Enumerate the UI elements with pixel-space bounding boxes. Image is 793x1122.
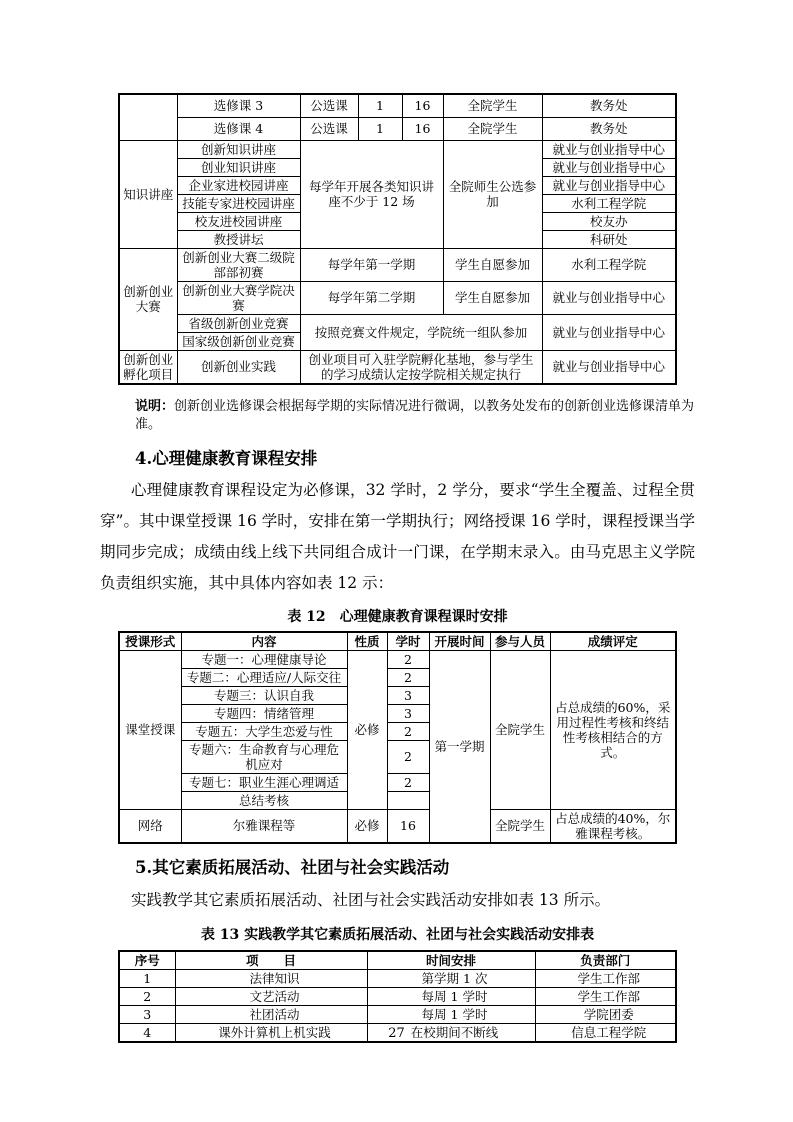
category-cell: 创新创业大赛 bbox=[119, 248, 177, 350]
table-row bbox=[119, 969, 676, 987]
incubation-desc-cell: 创业项目可入驻学院孵化基地，参与学生的学习成绩认定按学院相关规定执行 bbox=[300, 350, 542, 384]
dept-cell: 科研处 bbox=[542, 230, 676, 248]
competition-name-cell: 创新创业大赛二级院部部初赛 bbox=[177, 248, 300, 281]
no-cell: 3 bbox=[119, 1005, 175, 1023]
hours-cell: 3 bbox=[387, 686, 429, 704]
hours-cell: 16 bbox=[402, 94, 443, 117]
course-type-cell: 公选课 bbox=[300, 94, 358, 117]
time-cell: 第学期 1 次 bbox=[367, 969, 535, 987]
course-type-cell: 公选课 bbox=[300, 117, 358, 140]
curriculum-table-continued bbox=[118, 93, 677, 385]
table-row bbox=[119, 117, 676, 140]
item-cell: 法律知识 bbox=[175, 969, 367, 987]
no-cell: 1 bbox=[119, 969, 175, 987]
table-row bbox=[119, 650, 676, 668]
hours-cell: 16 bbox=[402, 117, 443, 140]
competition-name-cell: 创新创业大赛学院决赛 bbox=[177, 281, 300, 314]
participants-cell: 全院学生 bbox=[443, 94, 542, 117]
time-cell: 每周 1 学时 bbox=[367, 1005, 535, 1023]
competition-time-cell: 每学年第二学期 bbox=[300, 281, 443, 314]
dept-cell: 教务处 bbox=[542, 117, 676, 140]
nature-cell: 必修 bbox=[347, 650, 387, 809]
nature-cell: 必修 bbox=[347, 809, 387, 843]
hours-cell: 2 bbox=[387, 773, 429, 791]
table-12 bbox=[118, 631, 677, 844]
table-row bbox=[119, 281, 676, 314]
category-cell: 知识讲座 bbox=[119, 140, 177, 248]
lecture-item-cell: 创新知识讲座 bbox=[177, 140, 300, 158]
table-row bbox=[119, 94, 676, 117]
dept-cell: 校友办 bbox=[542, 212, 676, 230]
competition-time-cell: 每学年第一学期 bbox=[300, 248, 443, 281]
header-item: 项 目 bbox=[175, 951, 367, 970]
no-cell: 2 bbox=[119, 987, 175, 1005]
dept-cell: 就业与创业指导中心 bbox=[542, 314, 676, 350]
header-no: 序号 bbox=[119, 951, 175, 970]
item-cell: 文艺活动 bbox=[175, 987, 367, 1005]
summary-cell: 总结考核 bbox=[181, 791, 347, 809]
competition-name-cell: 省级创新创业竞赛 bbox=[177, 314, 300, 332]
competition-rule-cell: 按照竞赛文件规定，学院统一组队参加 bbox=[300, 314, 542, 350]
dept-cell: 学生工作部 bbox=[535, 987, 676, 1005]
dept-cell: 信息工程学院 bbox=[535, 1023, 676, 1042]
form-cell: 网络 bbox=[119, 809, 181, 843]
content-cell: 尔雅课程等 bbox=[181, 809, 347, 843]
topic-cell: 专题六：生命教育与心理危机应对 bbox=[181, 740, 347, 773]
topic-cell: 专题七：职业生涯心理调适 bbox=[181, 773, 347, 791]
header-nature: 性质 bbox=[347, 632, 387, 651]
category-cell: 创新创业孵化项目 bbox=[119, 350, 177, 384]
dept-cell: 就业与创业指导中心 bbox=[542, 176, 676, 194]
header-form: 授课形式 bbox=[119, 632, 181, 651]
participants-cell: 全院学生 bbox=[490, 809, 550, 843]
dept-cell: 水利工程学院 bbox=[542, 194, 676, 212]
lecture-item-cell: 教授讲坛 bbox=[177, 230, 300, 248]
dept-cell: 就业与创业指导中心 bbox=[542, 158, 676, 176]
table-row bbox=[119, 809, 676, 843]
topic-cell: 专题四：情绪管理 bbox=[181, 704, 347, 722]
participants-cell: 全院学生 bbox=[443, 117, 542, 140]
table-row bbox=[119, 314, 676, 332]
note bbox=[135, 398, 695, 434]
note-label: 说明： bbox=[135, 398, 175, 414]
dept-cell: 就业与创业指导中心 bbox=[542, 350, 676, 384]
dept-cell: 学院团委 bbox=[535, 1005, 676, 1023]
form-cell: 课堂授课 bbox=[119, 650, 181, 809]
header-time: 时间安排 bbox=[367, 951, 535, 970]
page-content bbox=[100, 93, 695, 1043]
grading-cell: 占总成绩的40%，尔雅课程考核。 bbox=[550, 809, 676, 843]
lecture-item-cell: 校友进校园讲座 bbox=[177, 212, 300, 230]
dept-cell: 教务处 bbox=[542, 94, 676, 117]
dept-cell: 水利工程学院 bbox=[542, 248, 676, 281]
topic-cell: 专题一：心理健康导论 bbox=[181, 650, 347, 668]
item-cell: 课外计算机上机实践 bbox=[175, 1023, 367, 1042]
table-12-caption: 表 12 心理健康教育课程课时安排 bbox=[287, 608, 508, 625]
table-row bbox=[119, 140, 676, 158]
topic-cell: 专题三：认识自我 bbox=[181, 686, 347, 704]
section-4-heading: 4.心理健康教育课程安排 bbox=[135, 448, 318, 468]
dept-cell: 就业与创业指导中心 bbox=[542, 140, 676, 158]
item-cell: 社团活动 bbox=[175, 1005, 367, 1023]
time-cell: 每周 1 学时 bbox=[367, 987, 535, 1005]
hours-cell-empty bbox=[387, 791, 429, 809]
lecture-item-cell: 创业知识讲座 bbox=[177, 158, 300, 176]
course-name-cell: 选修课 4 bbox=[177, 117, 300, 140]
grading-cell: 占总成绩的60%，采用过程性考核和终结性考核相结合的方式。 bbox=[550, 650, 676, 809]
section-5-paragraph: 实践教学其它素质拓展活动、社团与社会实践活动安排如表 13 所示。 bbox=[131, 890, 611, 909]
table-header-row bbox=[119, 951, 676, 970]
section-4-paragraph: 心理健康教育课程设定为必修课，32 学时，2 学分，要求“学生全覆盖、过程全贯穿”。其中课堂授课 16 学时，安排在第一学期执行；网络授课 16 学时，课程授课当学期同步完成；成绩由线上线下共同组合成计一门课，在学期末录入。由马克思主义学院负责组织实施，其中具体内容如表 12 示： bbox=[100, 480, 695, 592]
participants-cell: 全院学生 bbox=[490, 650, 550, 809]
header-content: 内容 bbox=[181, 632, 347, 651]
topic-cell: 专题五：大学生恋爱与性 bbox=[181, 722, 347, 740]
time-cell: 在校期间不断线 bbox=[367, 1023, 535, 1042]
incubation-name-cell: 创新创业实践 bbox=[177, 350, 300, 384]
participants-cell: 学生自愿参加 bbox=[443, 248, 542, 281]
no-cell: 4 bbox=[119, 1023, 175, 1042]
participants-cell: 学生自愿参加 bbox=[443, 281, 542, 314]
table-row bbox=[119, 987, 676, 1005]
hours-cell: 2 bbox=[387, 650, 429, 668]
hours-cell: 3 bbox=[387, 704, 429, 722]
participants-cell: 全院师生公选参加 bbox=[443, 140, 542, 248]
category-cell-empty bbox=[119, 94, 177, 140]
table-row bbox=[119, 248, 676, 281]
header-time: 开展时间 bbox=[429, 632, 490, 651]
header-hours: 学时 bbox=[387, 632, 429, 651]
header-grading: 成绩评定 bbox=[550, 632, 676, 651]
competition-name-cell: 国家级创新创业竞赛 bbox=[177, 332, 300, 350]
table-row bbox=[119, 1005, 676, 1023]
hours-cell: 16 bbox=[387, 809, 429, 843]
dept-cell: 学生工作部 bbox=[535, 969, 676, 987]
lecture-schedule-cell: 每学年开展各类知识讲座不少于 12 场 bbox=[300, 140, 443, 248]
table-13-caption: 表 13 实践教学其它素质拓展活动、社团与社会实践活动安排表 bbox=[200, 926, 595, 943]
table-row bbox=[119, 350, 676, 384]
section-5-heading: 5.其它素质拓展活动、社团与社会实践活动 bbox=[135, 857, 450, 877]
credit-cell: 1 bbox=[358, 94, 402, 117]
lecture-item-cell: 企业家进校园讲座 bbox=[177, 176, 300, 194]
course-name-cell: 选修课 3 bbox=[177, 94, 300, 117]
table-header-row bbox=[119, 632, 676, 651]
credit-cell: 1 bbox=[358, 117, 402, 140]
page-number: 27 bbox=[388, 1026, 405, 1041]
header-dept: 负责部门 bbox=[535, 951, 676, 970]
dept-cell: 就业与创业指导中心 bbox=[542, 281, 676, 314]
time-cell: 第一学期 bbox=[429, 650, 490, 843]
lecture-item-cell: 技能专家进校园讲座 bbox=[177, 194, 300, 212]
topic-cell: 专题二：心理适应/人际交往 bbox=[181, 668, 347, 686]
hours-cell: 2 bbox=[387, 722, 429, 740]
note-text: 创新创业选修课会根据每学期的实际情况进行微调，以教务处发布的创新创业选修课清单为准。 bbox=[135, 398, 695, 432]
hours-cell: 2 bbox=[387, 668, 429, 686]
header-participants: 参与人员 bbox=[490, 632, 550, 651]
hours-cell: 2 bbox=[387, 740, 429, 773]
